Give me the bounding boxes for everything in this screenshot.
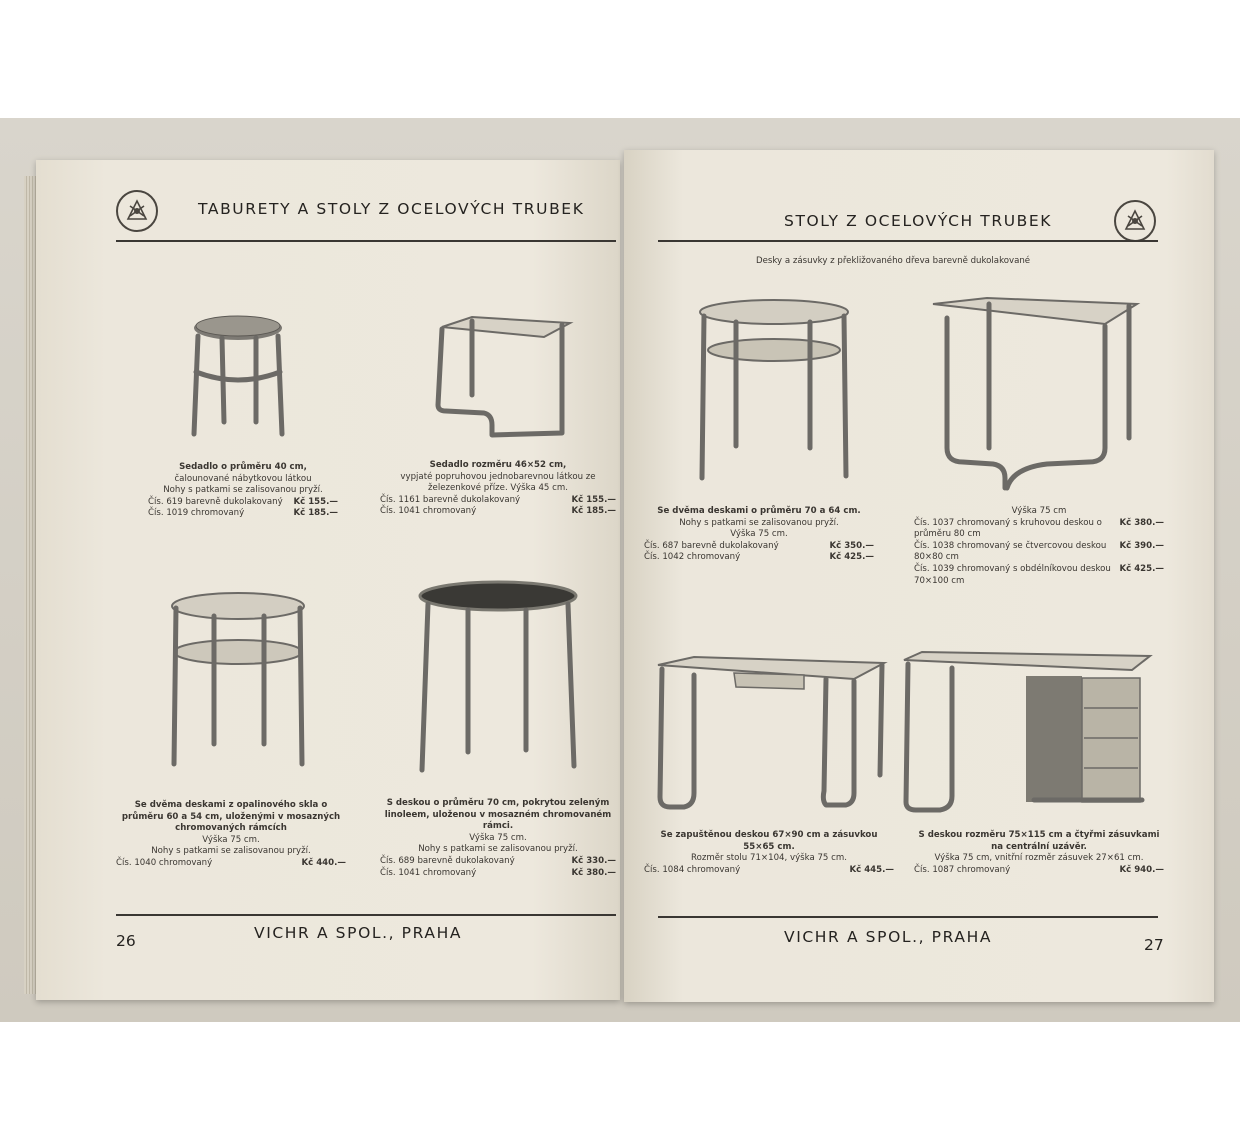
stool-photo	[186, 310, 296, 450]
item-caption: Se dvěma deskami o průměru 70 a 64 cm. Nohy s patkami se zalisovanou pryží. Výška 75 cm. Čís. 687 barevně dukolakovaný Kč 350.— Čís. 1042 chromovaný Kč 425.—	[644, 506, 874, 563]
header-rule	[658, 240, 1158, 242]
item-caption: Sedadlo rozměru 46×52 cm, vypjaté popruhovou jednobarevnou látkou ze železenkové příze. Výška 45 cm. Čís. 1161 barevně dukolakovaný Kč 155.— Čís. 1041 chromovaný Kč 185.—	[380, 460, 616, 517]
header-rule	[116, 240, 616, 242]
square-table-photo	[929, 298, 1139, 498]
glass-table-photo	[166, 590, 316, 775]
linoleum-table-photo	[416, 580, 581, 780]
page-header: TABURETY A STOLY Z OCELOVÝCH TRUBEK	[198, 200, 585, 218]
page-subheader: Desky a zásuvky z překližovaného dřeva barevně dukolakované	[756, 256, 1031, 266]
right-page	[624, 150, 1214, 1002]
page-header: STOLY Z OCELOVÝCH TRUBEK	[784, 212, 1053, 230]
item-caption: Výška 75 cm Čís. 1037 chromovaný s kruhovou deskou o průměru 80 cm Kč 380.— Čís. 1038 chromovaný se čtvercovou deskou 80×80 cm Kč 390.— Čís. 1039 chromovaný s obdélníkovou deskou 70×100 cm Kč 425.—	[914, 506, 1164, 586]
drawer-desk-photo	[654, 655, 889, 815]
item-caption: Se zapuštěnou deskou 67×90 cm a zásuvkou 55×65 cm. Rozměr stolu 71×104, výška 75 cm. Čís. 1084 chromovaný Kč 445.—	[644, 830, 894, 875]
item-caption: S deskou o průměru 70 cm, pokrytou zeleným linoleem, uloženou v mosazném chromovaném rámci. Výška 75 cm. Nohy s patkami se zalisovanou pryží. Čís. 689 barevně dukolakovaný Kč 330.— Čís. 1041 chromovaný Kč 380.—	[380, 798, 616, 878]
left-page	[36, 160, 620, 1000]
footer-rule	[116, 914, 616, 916]
item-caption: Sedadlo o průměru 40 cm, čalounované nábytkovou látkou Nohy s patkami se zalisovanou pryží. Čís. 619 barevně dukolakovaný Kč 155.— Čís. 1019 chromovaný Kč 185.—	[148, 462, 338, 519]
item-caption: S deskou rozměru 75×115 cm a čtyřmi zásuvkami na centrální uzávěr. Výška 75 cm, vnitřní rozměr zásuvek 27×61 cm. Čís. 1087 chromovaný Kč 940.—	[914, 830, 1164, 875]
square-stool-photo	[426, 315, 576, 445]
company-emblem-icon	[116, 190, 158, 232]
item-caption: Se dvěma deskami z opalinového skla o průměru 60 a 54 cm, uloženými v mosazných chromovaných rámcích Výška 75 cm. Nohy s patkami se zalisovanou pryží. Čís. 1040 chromovaný Kč 440.—	[116, 800, 346, 868]
page-number: 27	[1144, 936, 1164, 954]
footer-rule	[658, 916, 1158, 918]
page-number: 26	[116, 932, 136, 950]
page-footer: VICHR A SPOL., PRAHA	[784, 928, 993, 946]
page-footer: VICHR A SPOL., PRAHA	[254, 924, 463, 942]
round-table-photo	[696, 298, 856, 488]
cabinet-desk-photo	[902, 650, 1152, 820]
company-emblem-icon	[1114, 200, 1156, 242]
